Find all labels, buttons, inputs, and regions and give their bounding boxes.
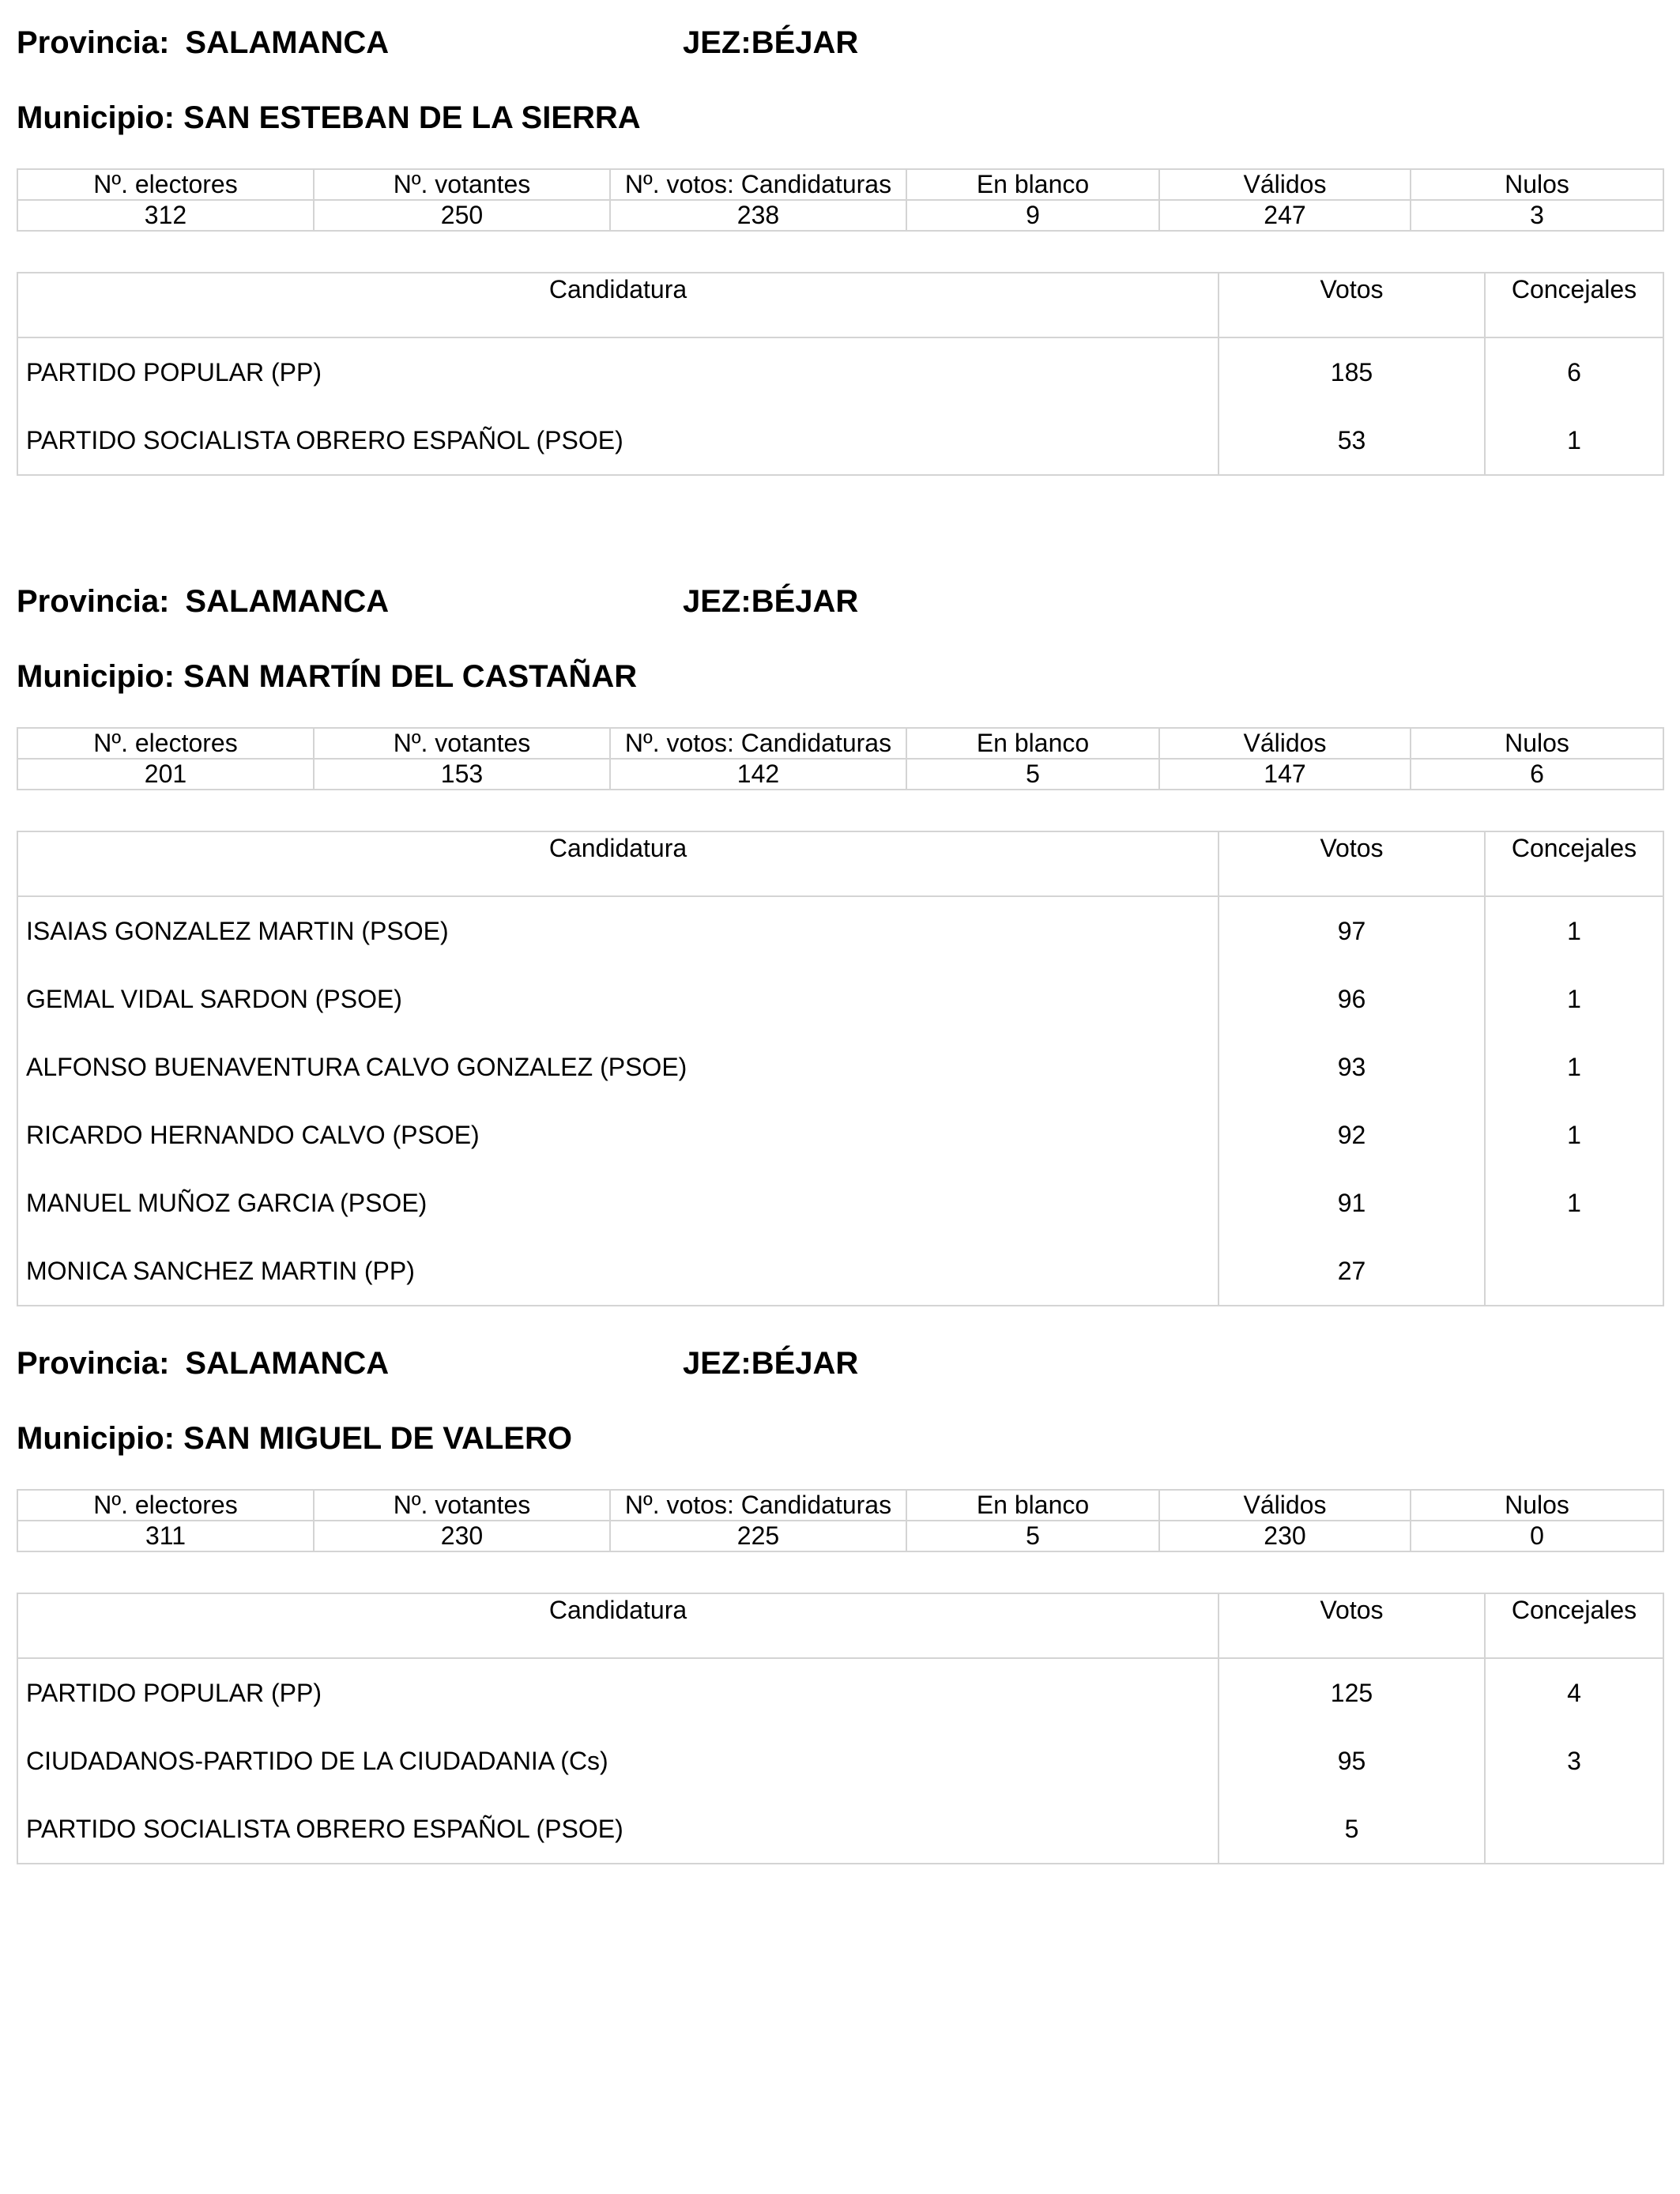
jez-label: JEZ: [683, 584, 751, 619]
candidatura-votos: 91 [1219, 1169, 1485, 1237]
candidatura-name: RICARDO HERNANDO CALVO (PSOE) [17, 1101, 1219, 1169]
candidatura-name: CIUDADANOS-PARTIDO DE LA CIUDADANIA (Cs) [17, 1727, 1219, 1795]
stats-value-cell: 247 [1159, 200, 1411, 231]
municipio-label: Municipio: [17, 100, 175, 135]
jez-value: BÉJAR [751, 1346, 859, 1381]
stats-header-cell: Nº. votantes [314, 169, 610, 200]
table-row [17, 1237, 1663, 1306]
stats-header-cell: Nº. votos: Candidaturas [610, 169, 906, 200]
table-row [17, 1727, 1663, 1795]
candidatura-concejales [1485, 1795, 1663, 1864]
municipio-label: Municipio: [17, 659, 175, 694]
municipio-label: Municipio: [17, 1421, 175, 1456]
jez-value: BÉJAR [751, 584, 859, 619]
table-row [17, 1033, 1663, 1101]
stats-value-cell: 250 [314, 200, 610, 231]
candidatura-name: PARTIDO POPULAR (PP) [17, 1658, 1219, 1727]
stats-header-cell: Nº. electores [17, 169, 314, 200]
stats-header-cell: Nº. electores [17, 1490, 314, 1521]
candidatura-votos: 97 [1219, 896, 1485, 965]
votos-header: Votos [1219, 273, 1485, 337]
stats-table [17, 1489, 1664, 1552]
table-row [17, 406, 1663, 475]
stats-header-cell: En blanco [906, 728, 1159, 759]
candidatura-concejales: 1 [1567, 1189, 1581, 1217]
stats-header-cell: Nº. electores [17, 728, 314, 759]
jez-line [683, 1343, 858, 1384]
stats-value-cell: 142 [610, 759, 906, 790]
candidatura-name: MANUEL MUÑOZ GARCIA (PSOE) [17, 1169, 1219, 1237]
provincia-value: SALAMANCA [185, 1346, 390, 1381]
candidatura-header: Candidatura [17, 1593, 1219, 1658]
stats-header-cell: Nº. votantes [314, 1490, 610, 1521]
stats-table [17, 168, 1664, 232]
stats-value-row [17, 200, 1663, 231]
stats-value-cell: 201 [17, 759, 314, 790]
stats-header-cell: Nº. votantes [314, 728, 610, 759]
candidatura-concejales: 1 [1567, 1121, 1581, 1149]
candidatura-votos: 92 [1219, 1101, 1485, 1169]
stats-header-cell: Nulos [1411, 169, 1663, 200]
candidaturas-header-row [17, 1593, 1663, 1658]
candidaturas-table [17, 831, 1664, 1306]
jez-line [683, 22, 858, 63]
provincia-line [17, 22, 389, 63]
jez-value: BÉJAR [751, 25, 859, 60]
municipio-value: SAN MARTÍN DEL CASTAÑAR [183, 659, 638, 694]
candidatura-concejales: 6 [1567, 358, 1581, 386]
candidatura-name: ISAIAS GONZALEZ MARTIN (PSOE) [17, 896, 1219, 965]
candidatura-votos: 95 [1219, 1727, 1485, 1795]
table-row [17, 337, 1663, 406]
table-row [17, 1169, 1663, 1237]
candidatura-votos: 96 [1219, 965, 1485, 1033]
candidatura-concejales: 1 [1567, 985, 1581, 1013]
jez-label: JEZ: [683, 1346, 751, 1381]
stats-value-cell: 311 [17, 1521, 314, 1551]
stats-header-cell: Nulos [1411, 728, 1663, 759]
candidatura-concejales: 4 [1567, 1679, 1581, 1707]
stats-table [17, 727, 1664, 790]
candidatura-header: Candidatura [17, 831, 1219, 896]
stats-value-cell: 3 [1411, 200, 1663, 231]
stats-header-cell: En blanco [906, 169, 1159, 200]
candidatura-votos: 125 [1219, 1658, 1485, 1727]
votos-header: Votos [1219, 831, 1485, 896]
municipio-line [17, 1418, 572, 1459]
provincia-line [17, 581, 389, 622]
candidatura-name: ALFONSO BUENAVENTURA CALVO GONZALEZ (PSOE) [17, 1033, 1219, 1101]
stats-value-cell: 6 [1411, 759, 1663, 790]
stats-value-cell: 5 [906, 1521, 1159, 1551]
candidatura-votos: 27 [1219, 1237, 1485, 1306]
stats-value-cell: 153 [314, 759, 610, 790]
candidatura-name: GEMAL VIDAL SARDON (PSOE) [17, 965, 1219, 1033]
stats-header-cell: Válidos [1159, 169, 1411, 200]
candidaturas-table [17, 272, 1664, 476]
stats-value-cell: 5 [906, 759, 1159, 790]
stats-header-cell: Válidos [1159, 728, 1411, 759]
stats-header-cell: Nº. votos: Candidaturas [610, 1490, 906, 1521]
candidaturas-header-row [17, 831, 1663, 896]
candidatura-name: PARTIDO SOCIALISTA OBRERO ESPAÑOL (PSOE) [17, 1795, 1219, 1864]
stats-header-cell: Nº. votos: Candidaturas [610, 728, 906, 759]
candidatura-concejales: 1 [1567, 426, 1581, 454]
stats-value-cell: 312 [17, 200, 314, 231]
candidatura-name: PARTIDO SOCIALISTA OBRERO ESPAÑOL (PSOE) [17, 406, 1219, 475]
candidatura-name: PARTIDO POPULAR (PP) [17, 337, 1219, 406]
municipio-line [17, 656, 637, 697]
table-row [17, 1795, 1663, 1864]
municipio-value: SAN ESTEBAN DE LA SIERRA [183, 100, 641, 135]
votos-header: Votos [1219, 1593, 1485, 1658]
stats-header-cell: Nulos [1411, 1490, 1663, 1521]
stats-value-row [17, 759, 1663, 790]
stats-value-cell: 0 [1411, 1521, 1663, 1551]
provincia-value: SALAMANCA [185, 584, 390, 619]
stats-header-row [17, 169, 1663, 200]
candidatura-votos: 5 [1219, 1795, 1485, 1864]
stats-value-cell: 9 [906, 200, 1159, 231]
table-row [17, 965, 1663, 1033]
table-row [17, 1101, 1663, 1169]
jez-line [683, 581, 858, 622]
provincia-label: Provincia: [17, 25, 170, 60]
municipio-line [17, 97, 641, 138]
concejales-header: Concejales [1485, 1593, 1663, 1658]
stats-value-cell: 225 [610, 1521, 906, 1551]
candidatura-name: MONICA SANCHEZ MARTIN (PP) [17, 1237, 1219, 1306]
stats-header-cell: Válidos [1159, 1490, 1411, 1521]
stats-header-row [17, 1490, 1663, 1521]
candidaturas-header-row [17, 273, 1663, 337]
candidatura-votos: 53 [1219, 406, 1485, 475]
provincia-value: SALAMANCA [185, 25, 390, 60]
candidatura-votos: 93 [1219, 1033, 1485, 1101]
stats-header-row [17, 728, 1663, 759]
stats-value-cell: 238 [610, 200, 906, 231]
candidatura-concejales: 1 [1567, 917, 1581, 945]
candidatura-concejales: 3 [1567, 1747, 1581, 1775]
table-row [17, 896, 1663, 965]
candidaturas-table [17, 1593, 1664, 1864]
stats-value-cell: 230 [1159, 1521, 1411, 1551]
candidatura-votos: 185 [1219, 337, 1485, 406]
stats-value-cell: 230 [314, 1521, 610, 1551]
provincia-line [17, 1343, 389, 1384]
candidatura-concejales [1485, 1237, 1663, 1306]
candidatura-header: Candidatura [17, 273, 1219, 337]
candidatura-concejales: 1 [1567, 1053, 1581, 1081]
provincia-label: Provincia: [17, 1346, 170, 1381]
stats-value-row [17, 1521, 1663, 1551]
stats-value-cell: 147 [1159, 759, 1411, 790]
table-row [17, 1658, 1663, 1727]
provincia-label: Provincia: [17, 584, 170, 619]
concejales-header: Concejales [1485, 831, 1663, 896]
stats-header-cell: En blanco [906, 1490, 1159, 1521]
municipio-value: SAN MIGUEL DE VALERO [183, 1421, 572, 1456]
jez-label: JEZ: [683, 25, 751, 60]
concejales-header: Concejales [1485, 273, 1663, 337]
